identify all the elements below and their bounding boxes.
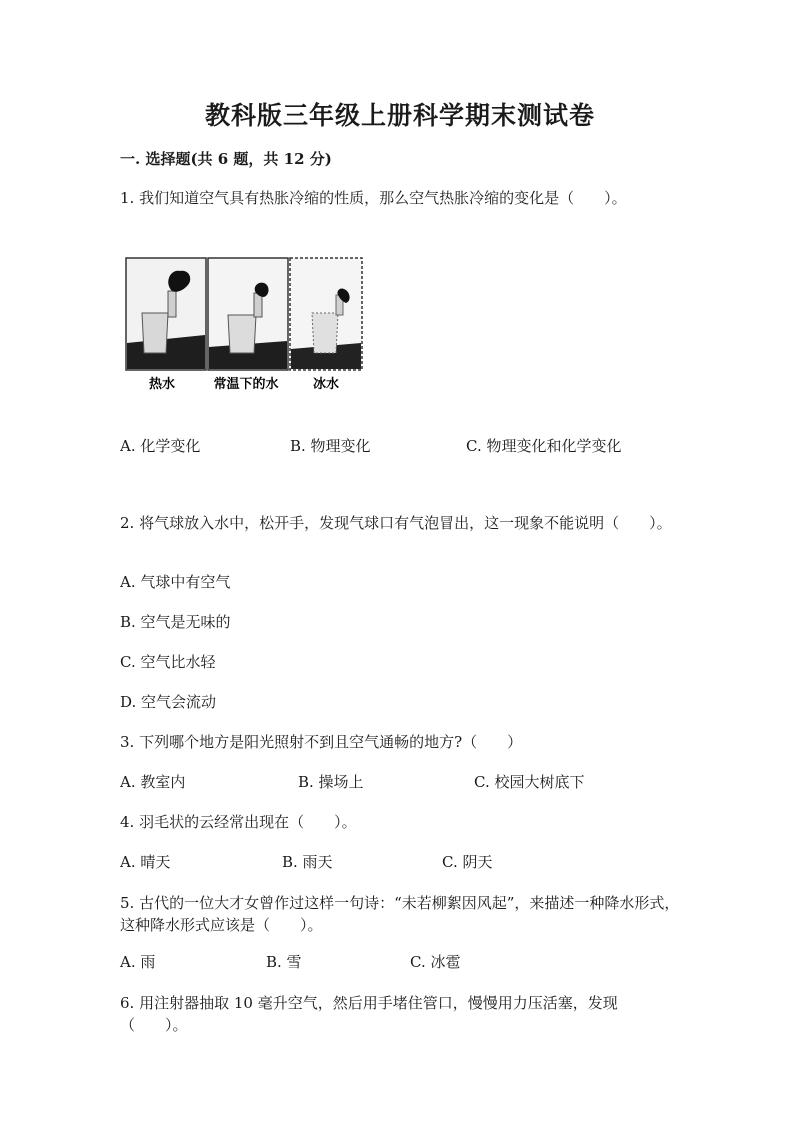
q2-option-b[interactable]: B. 空气是无味的 (120, 613, 231, 631)
label-room-water: 常温下的水 (213, 377, 279, 392)
label-ice-water: 冰水 (312, 377, 340, 392)
q5-option-b[interactable]: B. 雪 (266, 953, 302, 971)
question-2: 2. 将气球放入水中，松开手，发现气球口有气泡冒出，这一现象不能说明（ ）。 (120, 514, 672, 532)
thermal-expansion-figure (124, 255, 366, 393)
question-6: 6. 用注射器抽取 10 毫升空气，然后用手堵住管口，慢慢用力压活塞，发现（ ）。 (120, 994, 618, 1034)
q1-option-b[interactable]: B. 物理变化 (290, 437, 371, 455)
q3-option-c[interactable]: C. 校园大树底下 (474, 773, 585, 791)
q4-option-a[interactable]: A. 晴天 (120, 853, 171, 871)
q1-option-a[interactable]: A. 化学变化 (120, 437, 201, 455)
question-4: 4. 羽毛状的云经常出现在（ ）。 (120, 813, 357, 831)
q2-option-d[interactable]: D. 空气会流动 (120, 693, 217, 711)
question-3: 3. 下列哪个地方是阳光照射不到且空气通畅的地方?（ ） (120, 733, 523, 751)
label-hot-water: 热水 (148, 377, 176, 392)
q5-option-c[interactable]: C. 冰雹 (410, 953, 461, 971)
section-heading: 一. 选择题(共 6 题，共 12 分) (120, 150, 332, 168)
q2-option-a[interactable]: A. 气球中有空气 (120, 573, 231, 591)
q4-option-c[interactable]: C. 阴天 (442, 853, 493, 871)
q1-option-c[interactable]: C. 物理变化和化学变化 (466, 437, 622, 455)
q3-option-a[interactable]: A. 教室内 (120, 773, 186, 791)
page-title: 教科版三年级上册科学期末测试卷 (204, 101, 595, 130)
q2-option-c[interactable]: C. 空气比水轻 (120, 653, 216, 671)
question-1: 1. 我们知道空气具有热胀冷缩的性质，那么空气热胀冷缩的变化是（ ）。 (120, 189, 627, 207)
question-5: 5. 古代的一位大才女曾作过这样一句诗：“未若柳絮因风起”，来描述一种降水形式，这种降水形式应该是（ ）。 (120, 894, 680, 934)
q3-option-b[interactable]: B. 操场上 (298, 773, 364, 791)
q4-option-b[interactable]: B. 雨天 (282, 853, 333, 871)
q5-option-a[interactable]: A. 雨 (120, 953, 156, 971)
